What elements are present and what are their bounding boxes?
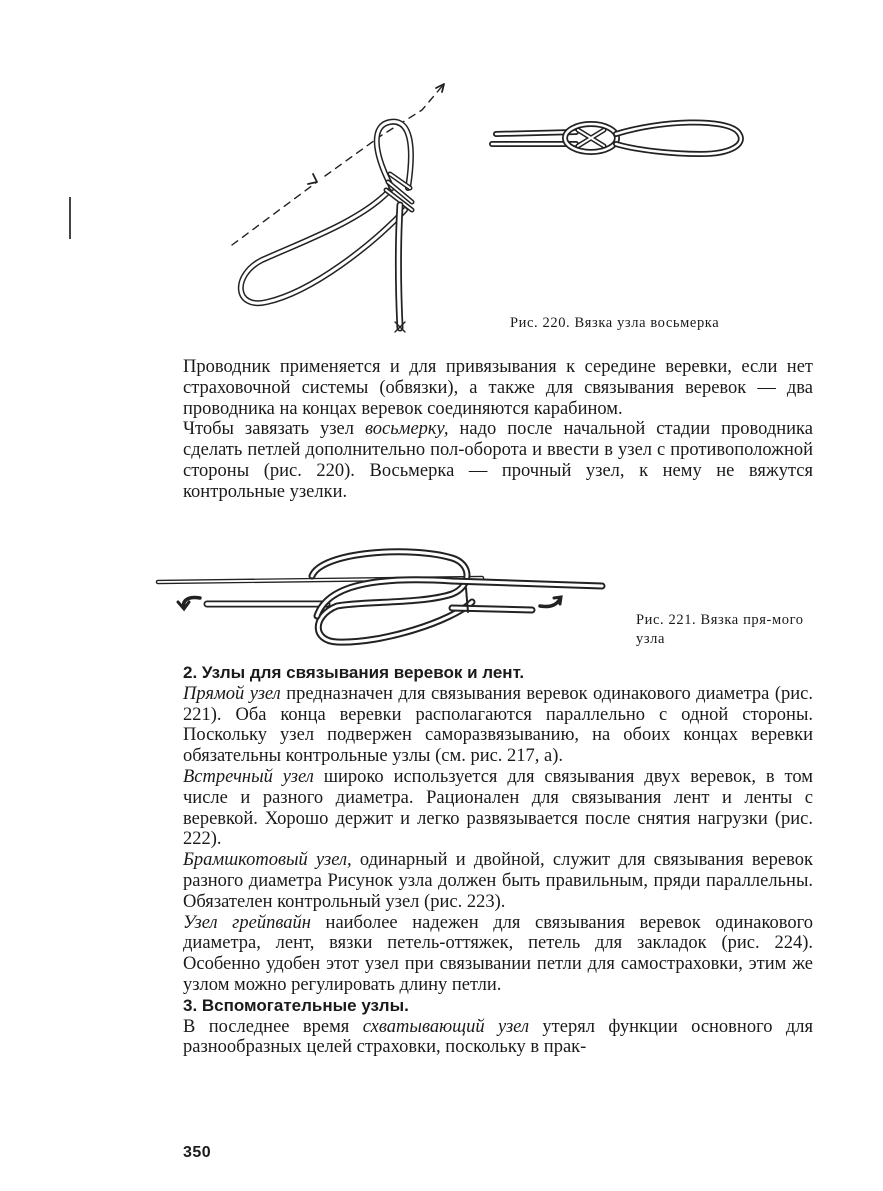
margin-mark: [69, 197, 71, 239]
section-3-heading: 3. Вспомогательные узлы.: [183, 995, 409, 1015]
paragraph-vstrechnyi: Встречный узел широко используется для связывания двух веревок, в том числе и разного диаметра. Рационален для связывания лент и ленты с веревкой. Хорошо держит и легко развязывается после снятия нагрузки (рис. 222).: [183, 766, 813, 850]
paragraph-skhvatyvaiushchii: В последнее время схватывающий узел утерял функции основного для разнообразных целей страховки, поскольку в прак-: [183, 1016, 814, 1058]
section-2-heading: 2. Узлы для связывания веревок и лент.: [183, 663, 525, 682]
paragraph-2: Чтобы завязать узел восьмерку, надо после начальной стадии проводника сделать петлей дополнительно пол-оборота и ввести в узел с противоположной стороны (рис. 220). Восьмерка — прочный узел, к нему не вяжутся контрольные узелки.: [183, 419, 813, 502]
figure-220-caption: Рис. 220. Вязка узла восьмерка: [510, 315, 720, 331]
paragraph-1: Проводник применяется и для привязывания к середине веревки, если нет страховочной системы (обвязки), а также для связывания веревок — два проводника на концах веревок соединяются карабином.: [183, 357, 813, 419]
figure-221-caption: Рис. 221. Вязка пря-мого узла: [636, 612, 804, 647]
figure-220-tight-knot: [486, 112, 756, 174]
paragraph-bramshkotovyi: Брамшкотовый узел, одинарный и двойной, служит для связывания веревок разного диаметра Рисунок узла должен быть правильным, пряди параллельны. Обязателен контрольный узел (рис. 223).: [183, 850, 813, 912]
paragraph-greipvain: Узел грейпвайн наиболее надежен для связывания веревок одинакового диаметра, лент, вязки петель-оттяжек, петель для закладок (рис. 224). Особенно удобен этот узел при связывании петли для самостраховки, этим же узлом можно регулировать длину петли.: [183, 912, 813, 995]
paragraph-priamoi: Прямой узел предназначен для связывания веревок одинакового диаметра (рис. 221). Оба конца веревки располагаются параллельно с одной стороны. Поскольку узел подвержен саморазвязыванию, на обоих концах веревки обязательны контрольные узлы (см. рис. 217, а).: [183, 683, 813, 767]
main-text-block: [183, 663, 813, 1058]
emph-vosmerka: восьмерку,: [364, 419, 449, 440]
top-text-block: [183, 357, 813, 503]
figure-221-knot-illustration: [152, 546, 612, 648]
page-number: 350: [183, 1144, 212, 1161]
